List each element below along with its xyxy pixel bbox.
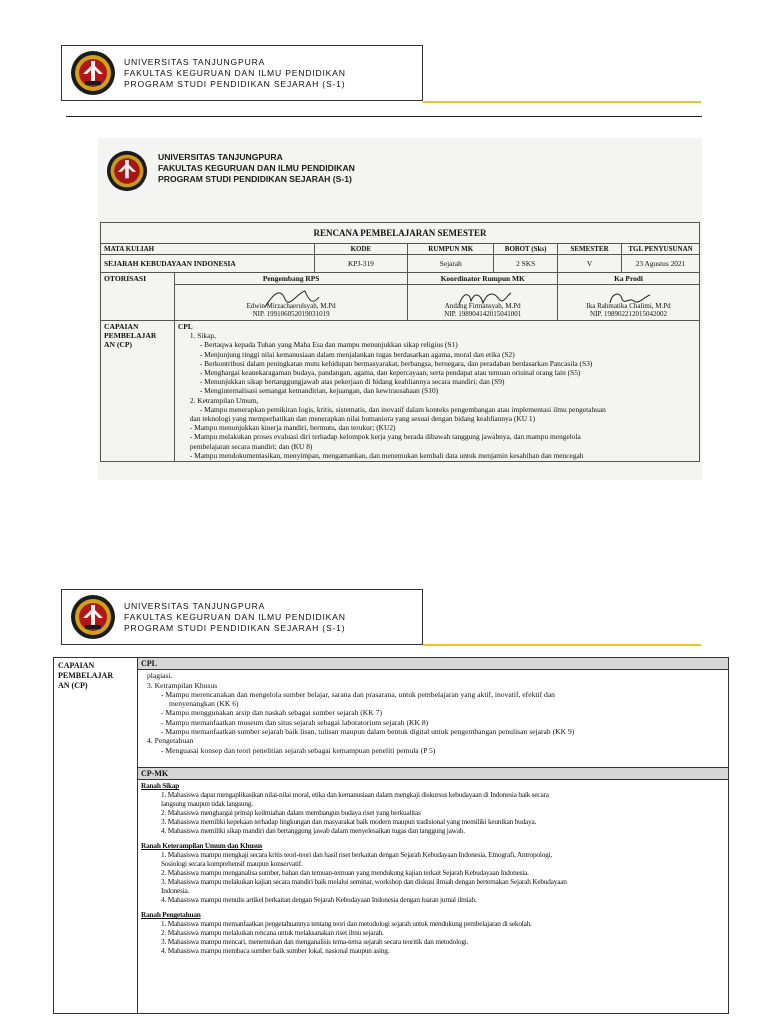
header-line-3: PROGRAM STUDI PENDIDIKAN SEJARAH (S-1)	[124, 78, 346, 89]
capaian-label-2: PEMBELAJAR	[104, 331, 157, 340]
p2-cpl-line: - Menguasai konsep dan teori penelitian sejarah sebagai kemampuan peneliti pemula (P 5)	[161, 745, 436, 755]
cpl-line: 1. Sikap,	[189, 331, 216, 341]
header2-line-2: FAKULTAS KEGURUAN DAN ILMU PENDIDIKAN	[124, 611, 346, 622]
capaian-label	[101, 321, 175, 462]
p2-content	[138, 658, 728, 1013]
cpmk-group-title: Ranah Keterampilan Umum dan Khusus	[141, 841, 263, 851]
p2-cpl-line: 3. Ketrampilan Khusus	[147, 680, 218, 690]
course-rumpun: Sejarah	[408, 255, 494, 273]
page-header-2	[61, 589, 423, 645]
header2-line-3: PROGRAM STUDI PENDIDIKAN SEJARAH (S-1)	[124, 622, 346, 633]
cpl-line: - Menjunjung tinggi nilai kemanusiaan dalam menjalankan tugas berdasarkan agama, moral dan etika (S2)	[199, 349, 515, 359]
role-koordinator: Koordinator Rumpun MK	[408, 273, 558, 285]
header-accent-line-2	[423, 644, 701, 646]
cpmk-item: Sosiologi secara komprehensif maupun konservatif.	[161, 859, 303, 869]
signature-kaprodi	[558, 285, 700, 321]
p2-capaian-label-3: AN (CP)	[58, 681, 88, 690]
p2-cpl-line: - Mampu merencanakan dan mengelola sumber belajar, sarana dan prasarana, untuk pembelajaran yang aktif, inovatif, efektif dan	[161, 689, 555, 699]
p2-cpmk-heading: CP-MK	[138, 767, 728, 780]
cpl-content	[174, 321, 699, 462]
university-logo-2-icon	[70, 594, 116, 640]
cpmk-item: 2. Mahasiswa mampu menganalisa sumber, bahan dan temuan-temuan yang mendukung kajian terkait Sejarah Kebudayaan Indonesia.	[161, 868, 529, 878]
cpmk-group-title: Ranah Sikap	[141, 781, 180, 791]
p2-capaian-label	[54, 658, 138, 1013]
header-accent-line-1	[423, 101, 701, 103]
header-text	[124, 57, 346, 90]
p2-cpl-heading: CPL	[138, 658, 728, 670]
cpmk-item: 1. Mahasiswa dapat mengaplikasikan nilai-nilai moral, etika dan kemanusiaan dalam mengkaji diskursus kebudayaan di Indonesia baik secara	[161, 790, 549, 800]
signer-2-nip: NIP. 198904142015041001	[444, 310, 522, 318]
cpl-line: - Mampu melakukan proses evaluasi diri terhadap kelompok kerja yang berada dibawah tanggung jawabnya, dan mampu mengelola	[189, 432, 581, 442]
course-name: SEJARAH KEBUDAYAAN INDONESIA	[101, 255, 315, 273]
p2-cpl-line: - Mampu menggunakan arsip dan naskah sebagai sumber sejarah (KK 7)	[161, 708, 382, 718]
signer-3-nip: NIP. 198902212015042002	[590, 310, 668, 318]
p2-capaian-label-2: PEMBELAJAR	[58, 671, 114, 680]
header2-line-1: UNIVERSITAS TANJUNGPURA	[124, 600, 266, 611]
col-mata-kuliah: MATA KULIAH	[101, 244, 315, 255]
cpl-heading: CPL	[177, 322, 193, 331]
signer-1-nip: NIP. 199106052019031019	[252, 310, 330, 318]
cpmk-item: 4. Mahasiswa mampu membaca sumber baik sumber lokal, nasional maupun asing.	[161, 946, 390, 956]
cpl-line: - Mampu menerapkan pemikiran logis, kritis, sistematis, dan inovatif dalam konteks pengembangan atau implementasi ilmu pengetahuan	[199, 404, 606, 414]
otorisasi-roles-row	[101, 273, 700, 285]
scan-header-line-3: PROGRAM STUDI PENDIDIKAN SEJARAH (S-1)	[158, 174, 352, 184]
signature-koordinator	[408, 285, 558, 321]
otorisasi-signatures-row	[101, 285, 700, 321]
cpl-row	[101, 321, 700, 462]
p2-cpmk-content	[138, 780, 728, 955]
cpl-line: 2. Ketrampilan Umum,	[189, 395, 259, 405]
role-pengembang: Pengembang RPS	[174, 273, 407, 285]
course-bobot: 2 SKS	[494, 255, 558, 273]
p2-cpl-line: 4. Pengetahuan	[147, 736, 194, 746]
cpmk-item: langsung maupun tidak langsung.	[161, 799, 253, 809]
cpmk-item: 4. Mahasiswa mampu menulis artikel berkaitan dengan Sejarah Kebudayaan Indonesia dengan luaran jurnal ilmiah.	[161, 895, 477, 905]
col-semester: SEMESTER	[558, 244, 622, 255]
university-logo-icon	[70, 50, 116, 96]
header-rule-1	[66, 116, 702, 117]
cpl-line: - Mampu mendokumentasikan, menyimpan, mengamankan, dan menemukan kembali data untuk menjamin kesahihan dan mencegah	[189, 450, 584, 460]
p2-cpl-line: plagiasi.	[147, 671, 173, 681]
rps-column-headers	[101, 244, 700, 255]
header-text-2	[124, 601, 346, 634]
cpmk-item: 4. Mahasiswa memiliki sikap mandiri dan bertanggung jawab dalam menyelesaikan tugas dan tanggung jawab.	[161, 826, 465, 836]
signature-pengembang	[174, 285, 407, 321]
scan-header-line-1: UNIVERSITAS TANJUNGPURA	[158, 152, 283, 162]
cpl-line: - Menunjukkan sikap bertanggungjawab atas pekerjaan di bidang keahliannya secara mandiri; dan (S9)	[199, 377, 505, 387]
cpl-line: pembelajaran secara mandiri; dan (KU 8)	[189, 441, 313, 451]
rps-title: RENCANA PEMBELAJARAN SEMESTER	[101, 223, 700, 244]
p2-capaian-label-1: CAPAIAN	[58, 661, 95, 670]
rps-table	[100, 222, 700, 462]
page-header-1	[61, 45, 423, 101]
col-bobot: BOBOT (Sks)	[494, 244, 558, 255]
p2-cpl-line: - Mampu memanfaatkan sumber sejarah baik lisan, tulisan maupun dalam bentuk digital untuk pengembangan penulisan sejarah (KK 9)	[161, 727, 575, 737]
cp-table-page2	[53, 657, 729, 1014]
cpl-line: - Berkontribusi dalam peningkatan mutu kehidupan bermasyarakat, berbangsa, bernegara, dan peradaban berdasarkan Pancasila (S3)	[199, 358, 593, 368]
cpmk-item: 3. Mahasiswa memiliki kepekaan terhadap lingkungan dan masyarakat baik modern maupun tradisional yang memiliki keunikan budaya.	[161, 817, 537, 827]
cpl-line: - Menghargai keanekaragaman budaya, pandangan, agama, dan kepercayaan, serta pendapat atau temuan orisinal orang lain (S5)	[199, 368, 581, 378]
cpmk-item: 3. Mahasiswa mampu melakukan kajian secara mandiri baik melalui seminar, workshop dan diskusi ilmiah dengan bertemakan Sejarah Kebudayaan	[161, 877, 567, 887]
course-code: KPJ-319	[314, 255, 408, 273]
cpmk-item: 2. Mahasiswa menghargai prinsip keilmiahan dalam membangun budaya riset yang berkualitas	[161, 808, 421, 818]
cpmk-item: 1. Mahasiswa mampu memanfaatkan pengetahuannya tentang teori dan metodologi sejarah untuk mendukung pembelajaran di sekolah.	[161, 919, 532, 929]
cpl-line: - Bertaqwa kepada Tuhan yang Maha Esa dan mampu menunjukkan sikap religius (S1)	[199, 340, 458, 350]
cpl-line: - Menginternalisasi semangat kemandirian, kejuangan, dan kewirausahaan (S10)	[199, 386, 439, 396]
cpl-line: dan teknologi yang memperhatikan dan menerapkan nilai humaniora yang sesuai dengan bidang keahliannya (KU 1)	[189, 414, 536, 424]
signer-3-name: Ika Rahmatika Chalimi, M.Pd	[586, 302, 671, 310]
header-line-1: UNIVERSITAS TANJUNGPURA	[124, 56, 266, 67]
p2-cpl-line: - Mampu memanfaatkan museum dan situs sejarah sebagai laboratorium sejarah (KK 8)	[161, 717, 429, 727]
course-date: 23 Agustus 2021	[622, 255, 700, 273]
cpmk-item: Indonesia.	[161, 886, 190, 896]
cpl-lines	[178, 331, 696, 460]
capaian-label-3: AN (CP)	[104, 340, 133, 349]
otorisasi-label: OTORISASI	[101, 273, 175, 321]
scanned-rps-image	[98, 138, 702, 480]
scan-university-logo-icon	[106, 150, 148, 192]
signer-1-name: Edwin Mirzachaerulsyah, M.Pd	[246, 302, 336, 310]
col-tgl: TGL PENYUSUNAN	[622, 244, 700, 255]
col-kode: KODE	[314, 244, 408, 255]
cpmk-item: 3. Mahasiswa mampu mencari, menemukan dan menganalisis tema-tema sejarah secara teoritik dan metodologi.	[161, 937, 469, 947]
p2-cpl-lines	[138, 670, 728, 767]
p2-cpl-line: menyenangkan (KK 6)	[169, 699, 239, 709]
role-kaprodi: Ka Prodi	[558, 273, 700, 285]
cpmk-item: 2. Mahasiswa mampu melakukan rencana untuk melaksanakan riset ilmu sejarah.	[161, 928, 384, 938]
cpmk-item: 1. Mahasiswa mampu mengkaji secara kritis teori-teori dan hasil riset berkaitan dengan Sejarah Kebudayaan Indonesia, Etnografi, Antropologi,	[161, 850, 553, 860]
rps-course-row	[101, 255, 700, 273]
course-semester: V	[558, 255, 622, 273]
cpl-line: - Mampu menunjukkan kinerja mandiri, bermutu, dan terukur; (KU2)	[189, 423, 396, 433]
col-rumpun: RUMPUN MK	[408, 244, 494, 255]
scan-header-text	[158, 152, 355, 185]
scan-header-line-2: FAKULTAS KEGURUAN DAN ILMU PENDIDIKAN	[158, 163, 355, 173]
header-line-2: FAKULTAS KEGURUAN DAN ILMU PENDIDIKAN	[124, 67, 346, 78]
capaian-label-1: CAPAIAN	[104, 322, 139, 331]
cpmk-group-title: Ranah Pengetahuan	[141, 910, 201, 920]
signer-2-name: Andang Firmansyah, M.Pd	[444, 302, 521, 310]
